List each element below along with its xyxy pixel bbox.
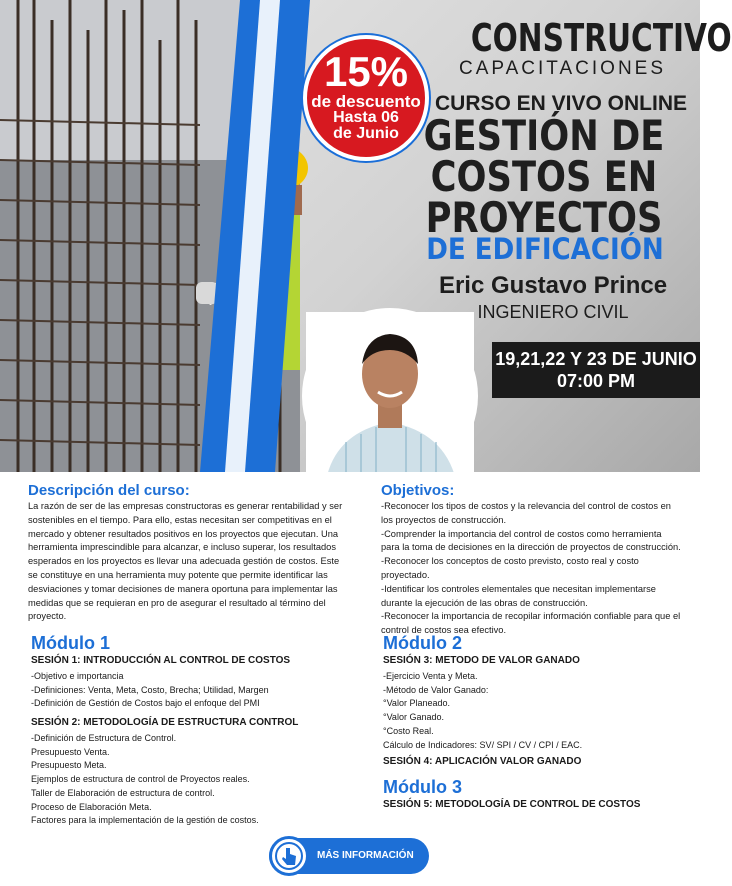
instructor-role: INGENIERO CIVIL bbox=[477, 302, 629, 322]
date-days: 19,21,22 Y 23 DE JUNIO bbox=[495, 349, 697, 369]
more-info-label: MÁS INFORMACIÓN bbox=[317, 850, 414, 861]
course-title-line: COSTOS EN bbox=[430, 152, 658, 201]
course-title-line: PROYECTOS bbox=[425, 193, 663, 242]
list-item: -Ejercicio Venta y Meta. bbox=[383, 671, 478, 681]
module-2-title: Módulo 2 bbox=[383, 633, 462, 653]
session-3-list bbox=[383, 670, 683, 752]
session-5-title: SESIÓN 5: METODOLOGÍA DE CONTROL DE COSTOS bbox=[383, 799, 641, 810]
brand-name: CONSTRUCTIVO bbox=[470, 16, 732, 60]
more-info-button[interactable] bbox=[269, 838, 429, 874]
objectives-title: Objetivos: bbox=[381, 482, 455, 499]
session-1-title: SESIÓN 1: INTRODUCCIÓN AL CONTROL DE COSTOS bbox=[31, 655, 291, 666]
date-time: 07:00 PM bbox=[556, 371, 636, 391]
list-item: Proceso de Elaboración Meta. bbox=[31, 801, 152, 812]
list-item: Taller de Elaboración de estructura de control. bbox=[31, 787, 215, 798]
list-item: -Definiciones: Venta, Meta, Costo, Brecha; Utilidad, Margen bbox=[31, 684, 269, 695]
avatar-illustration bbox=[306, 312, 474, 480]
session-2-title: SESIÓN 2: METODOLOGÍA DE ESTRUCTURA CONTROL bbox=[31, 717, 299, 728]
module-3-title: Módulo 3 bbox=[383, 777, 462, 797]
brand-logo bbox=[445, 16, 732, 80]
list-item: Cálculo de Indicadores: SV/ SPI / CV / CPI / EAC. bbox=[383, 739, 583, 750]
module-1-title: Módulo 1 bbox=[31, 633, 110, 653]
list-item: °Costo Real. bbox=[383, 725, 434, 736]
course-kicker: CURSO EN VIVO ONLINE bbox=[434, 92, 688, 115]
list-item: Factores para la implementación de la gestión de costos. bbox=[31, 815, 259, 826]
instructor-avatar bbox=[302, 308, 478, 484]
course-subtitle bbox=[400, 232, 690, 266]
discount-until-line2: de Junio bbox=[333, 125, 399, 142]
course-title-line: GESTIÓN DE bbox=[423, 111, 665, 160]
objective-item: -Reconocer los tipos de costos y la relevancia del control de costos en los proyectos de construcción. bbox=[381, 501, 671, 525]
session-4-title: SESIÓN 4: APLICACIÓN VALOR GANADO bbox=[383, 756, 582, 767]
session-1-list bbox=[31, 670, 351, 711]
brand-tagline: CAPACITACIONES bbox=[458, 58, 667, 79]
objective-item: -Comprender la importancia del control de costos como herramienta para la toma de decisiones en la dirección de proyectos de construcción. bbox=[381, 528, 681, 553]
discount-until-line1: Hasta 06 bbox=[333, 109, 399, 126]
list-item: -Método de Valor Ganado: bbox=[383, 684, 489, 695]
list-item: -Objetivo e importancia bbox=[31, 671, 124, 681]
objective-item: -Reconocer la importancia de recopilar información confiable para que el control de costos sea efectivo. bbox=[381, 611, 681, 636]
session-3-title: SESIÓN 3: METODO DE VALOR GANADO bbox=[383, 655, 580, 666]
list-item: °Valor Planeado. bbox=[383, 698, 450, 709]
course-title bbox=[394, 111, 694, 242]
objective-item: -Identificar los controles elementales que necesitan implementarse durante la ejecución de las obras de construcción. bbox=[381, 583, 656, 608]
objective-item: -Reconocer los conceptos de costo previsto, costo real y costo proyectado. bbox=[381, 556, 639, 580]
instructor-name: Eric Gustavo Prince bbox=[438, 272, 668, 299]
list-item: -Definición de Gestión de Costos bajo el enfoque del PMI bbox=[31, 698, 260, 709]
list-item: Presupuesto Venta. bbox=[31, 746, 110, 757]
list-item: Presupuesto Meta. bbox=[31, 760, 107, 771]
discount-label: de descuento bbox=[311, 92, 421, 111]
touch-hand-icon bbox=[269, 836, 309, 876]
description-title: Descripción del curso: bbox=[28, 482, 190, 499]
list-item: Ejemplos de estructura de control de Proyectos reales. bbox=[31, 774, 250, 785]
date-box bbox=[492, 342, 700, 398]
list-item: °Valor Ganado. bbox=[383, 712, 444, 723]
course-subtitle-text: DE EDIFICACIÓN bbox=[426, 232, 664, 266]
discount-percent: 15% bbox=[323, 48, 409, 95]
objectives-list bbox=[381, 500, 681, 638]
session-2-list bbox=[31, 732, 351, 828]
list-item: -Definición de Estructura de Control. bbox=[31, 733, 177, 743]
description-text: La razón de ser de las empresas constructoras es generar rentabilidad y ser sostenibles en el tiempo. Para ello, estas necesitan ser competitivas en el mercado y obtener resultados positivos en los proyectos que ejecutan. Una herramienta imprescindible para alcanzar, e incluso superar, los resultados esperados en los proyectos es llevar una adecuada gestión de costos. Este se constituye en una herramienta muy potente que permite identificar las desviaciones y tomar decisiones de manera oportuna para implementar las medidas que se requieran en pro de asegurar el resultado al término del proyecto. bbox=[28, 501, 343, 622]
